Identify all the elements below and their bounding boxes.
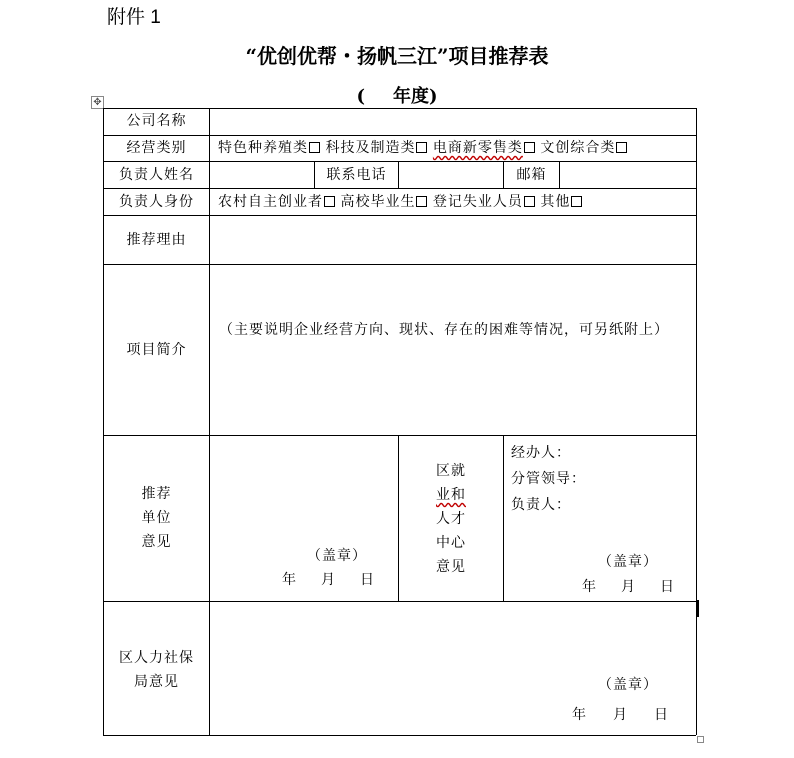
company-name-label: 公司名称 (126, 113, 187, 129)
option-tech-manufacturing[interactable]: 科技及制造类 (325, 140, 427, 156)
company-name-field[interactable] (210, 109, 696, 135)
table-move-handle-icon[interactable]: ✥ (91, 96, 104, 109)
checkbox-icon (616, 142, 627, 153)
person-name-label: 负责人姓名 (119, 167, 194, 183)
email-label: 邮箱 (516, 167, 547, 183)
person-identity-options (218, 193, 582, 211)
option-specialty-farming[interactable]: 特色种养殖类 (218, 140, 320, 156)
project-intro-field[interactable] (210, 265, 696, 435)
checkbox-icon (324, 196, 335, 207)
center-date: 年 月 日 (582, 579, 675, 595)
checkbox-icon (309, 142, 320, 153)
leader-label: 分管领导： (511, 471, 586, 487)
recommend-reason-field[interactable] (210, 216, 696, 264)
phone-label: 联系电话 (326, 167, 387, 183)
business-category-options (218, 139, 627, 157)
person-identity-label: 负责人身份 (119, 194, 194, 210)
person-name-field[interactable] (210, 162, 314, 188)
handler-label: 经办人： (511, 445, 571, 461)
bureau-opinion-label: 区人力社保 局意见 (119, 650, 194, 690)
option-graduate[interactable]: 高校毕业生 (340, 194, 427, 210)
unit-seal-label: （盖章） (307, 548, 367, 564)
checkbox-icon (416, 142, 427, 153)
checkbox-icon (416, 196, 427, 207)
center-opinion-label: 区就 业和 人才 中心 意见 (436, 463, 466, 575)
option-rural-entrepreneur[interactable]: 农村自主创业者 (218, 194, 335, 210)
responsible-label: 负责人： (511, 497, 571, 513)
option-cultural-creative[interactable]: 文创综合类 (540, 140, 627, 156)
year-label: 年度 (393, 86, 429, 107)
business-category-label: 经营类别 (126, 140, 187, 156)
phone-field[interactable] (399, 162, 503, 188)
attachment-label: 附件 1 (107, 7, 161, 28)
project-intro-label: 项目简介 (126, 342, 187, 358)
table-resize-handle-icon[interactable] (697, 736, 704, 743)
year-open-paren: ( (356, 86, 365, 107)
bureau-seal-label: （盖章） (598, 677, 658, 693)
option-ecommerce-retail[interactable]: 电商新零售类 (433, 140, 535, 156)
option-registered-unemployed[interactable]: 登记失业人员 (433, 194, 535, 210)
recommend-reason-label: 推荐理由 (126, 232, 187, 248)
form-title: “优创优帮・扬帆三江”项目推荐表 (245, 44, 549, 68)
option-other[interactable]: 其他 (540, 194, 582, 210)
checkbox-icon (571, 196, 582, 207)
checkbox-icon (524, 142, 535, 153)
unit-date: 年 月 日 (282, 572, 375, 588)
checkbox-icon (524, 196, 535, 207)
center-seal-label: （盖章） (598, 554, 658, 570)
unit-opinion-label: 推荐 单位 意见 (141, 486, 172, 550)
year-line (0, 82, 794, 108)
year-close-paren: ) (429, 86, 438, 107)
email-field[interactable] (560, 162, 696, 188)
bureau-date: 年 月 日 (572, 707, 669, 723)
project-intro-hint: （主要说明企业经营方向、现状、存在的困难等情况，可另纸附上） (219, 322, 669, 338)
text-cursor (697, 600, 699, 617)
